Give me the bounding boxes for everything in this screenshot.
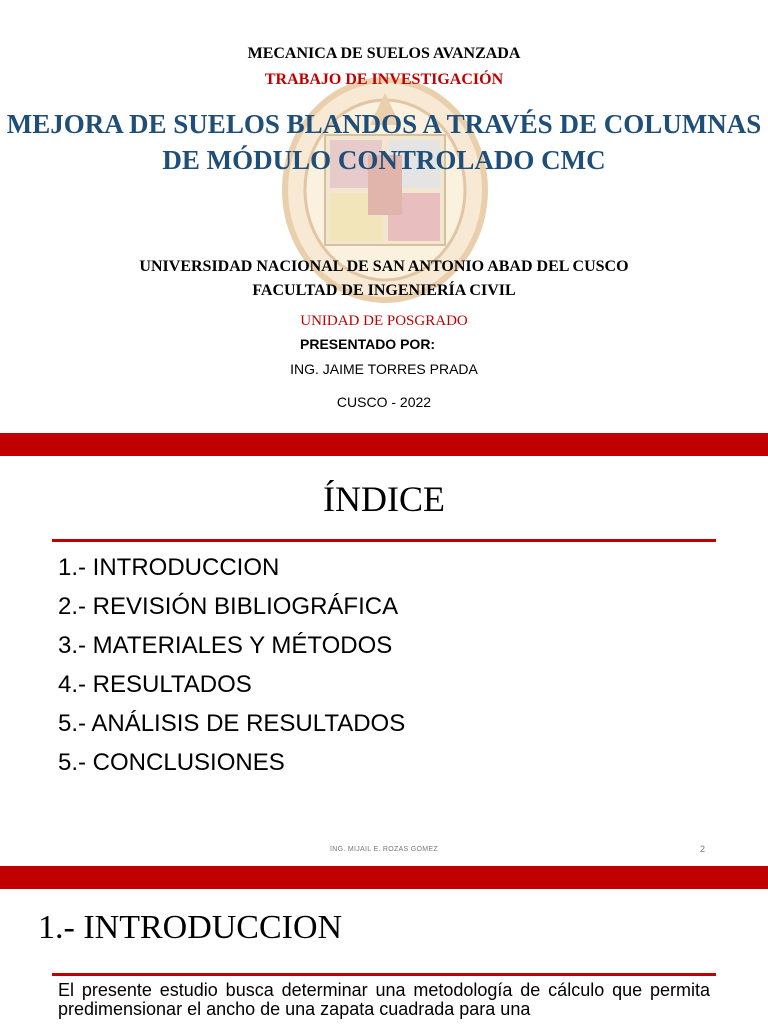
unit-name: UNIDAD DE POSGRADO — [300, 313, 468, 329]
faculty-name: FACULTAD DE INGENIERÍA CIVIL — [252, 282, 516, 299]
introduction-paragraph: El presente estudio busca determinar una metodología de cálculo que permita predimensionar el ancho de una zapata cuadrada para una — [58, 980, 710, 1019]
index-item: 2.- REVISIÓN BIBLIOGRÁFICA — [58, 593, 399, 620]
index-item: 4.- RESULTADOS — [58, 671, 252, 698]
presented-by-label: PRESENTADO POR: — [300, 336, 436, 352]
index-item: 5.- CONCLUSIONES — [58, 749, 285, 776]
title-line-2: DE MÓDULO CONTROLADO CMC — [162, 145, 606, 175]
separator-band — [0, 866, 768, 889]
index-item: 5.- ANÁLISIS DE RESULTADOS — [58, 710, 406, 737]
title-divider — [52, 973, 716, 976]
index-list — [58, 548, 405, 782]
work-type: TRABAJO DE INVESTIGACIÓN — [264, 71, 504, 88]
index-item: 3.- MATERIALES Y MÉTODOS — [58, 632, 393, 659]
title-divider — [52, 539, 716, 542]
introduction-title: 1.- INTRODUCCION — [38, 909, 343, 946]
author-name: ING. JAIME TORRES PRADA — [290, 361, 478, 377]
university-name: UNIVERSIDAD NACIONAL DE SAN ANTONIO ABAD DEL CUSCO — [139, 258, 629, 275]
introduction-slide — [0, 889, 768, 1024]
index-title: ÍNDICE — [323, 479, 445, 519]
title-line-1: MEJORA DE SUELOS BLANDOS A TRAVÉS DE COLUMNAS — [6, 109, 762, 139]
page-number: 2 — [700, 844, 706, 854]
course-name: MECANICA DE SUELOS AVANZADA — [247, 45, 521, 62]
presentation-title — [0, 106, 768, 178]
separator-band — [0, 433, 768, 456]
index-slide — [0, 456, 768, 866]
cover-slide — [0, 0, 768, 456]
place-date: CUSCO - 2022 — [336, 394, 432, 410]
slide-footer: ING. MIJAIL E. ROZAS GOMEZ — [330, 846, 438, 853]
index-item: 1.- INTRODUCCION — [58, 554, 280, 581]
